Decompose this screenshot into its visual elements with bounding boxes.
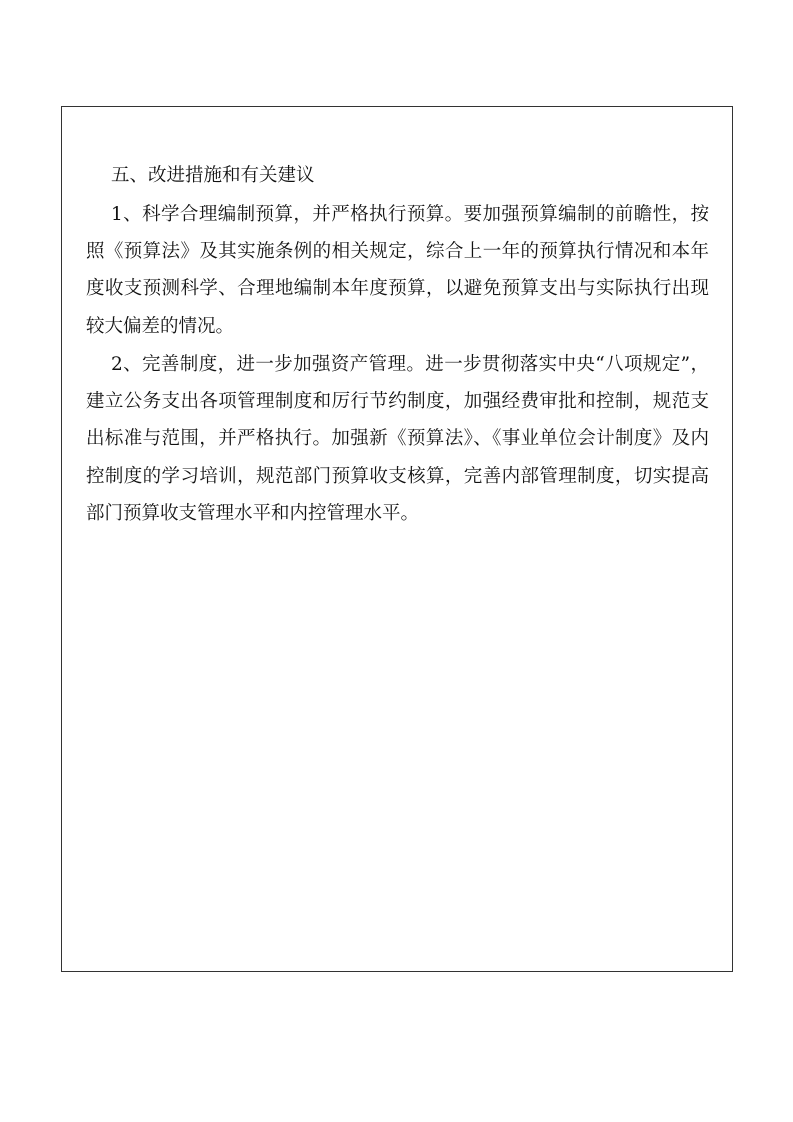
document-frame [61,106,733,972]
paragraph-2: 2、完善制度，进一步加强资产管理。进一步贯彻落实中央“八项规定”，建立公务支出各项管理制度和厉行节约制度，加强经费审批和控制，规范支出标准与范围，并严格执行。加强新《预算法》、《事业单位会计制度》及内控制度的学习培训，规范部门预算收支核算，完善内部管理制度，切实提高部门预算收支管理水平和内控管理水平。 [86,354,709,524]
document-content [62,107,732,971]
paragraph-1: 1、科学合理编制预算，并严格执行预算。要加强预算编制的前瞻性，按照《预算法》及其实施条例的相关规定，综合上一年的预算执行情况和本年度收支预测科学、合理地编制本年度预算，以避免预算支出与实际执行出现较大偏差的情况。 [86,204,709,337]
section-heading: 五、改进措施和有关建议 [111,165,315,186]
